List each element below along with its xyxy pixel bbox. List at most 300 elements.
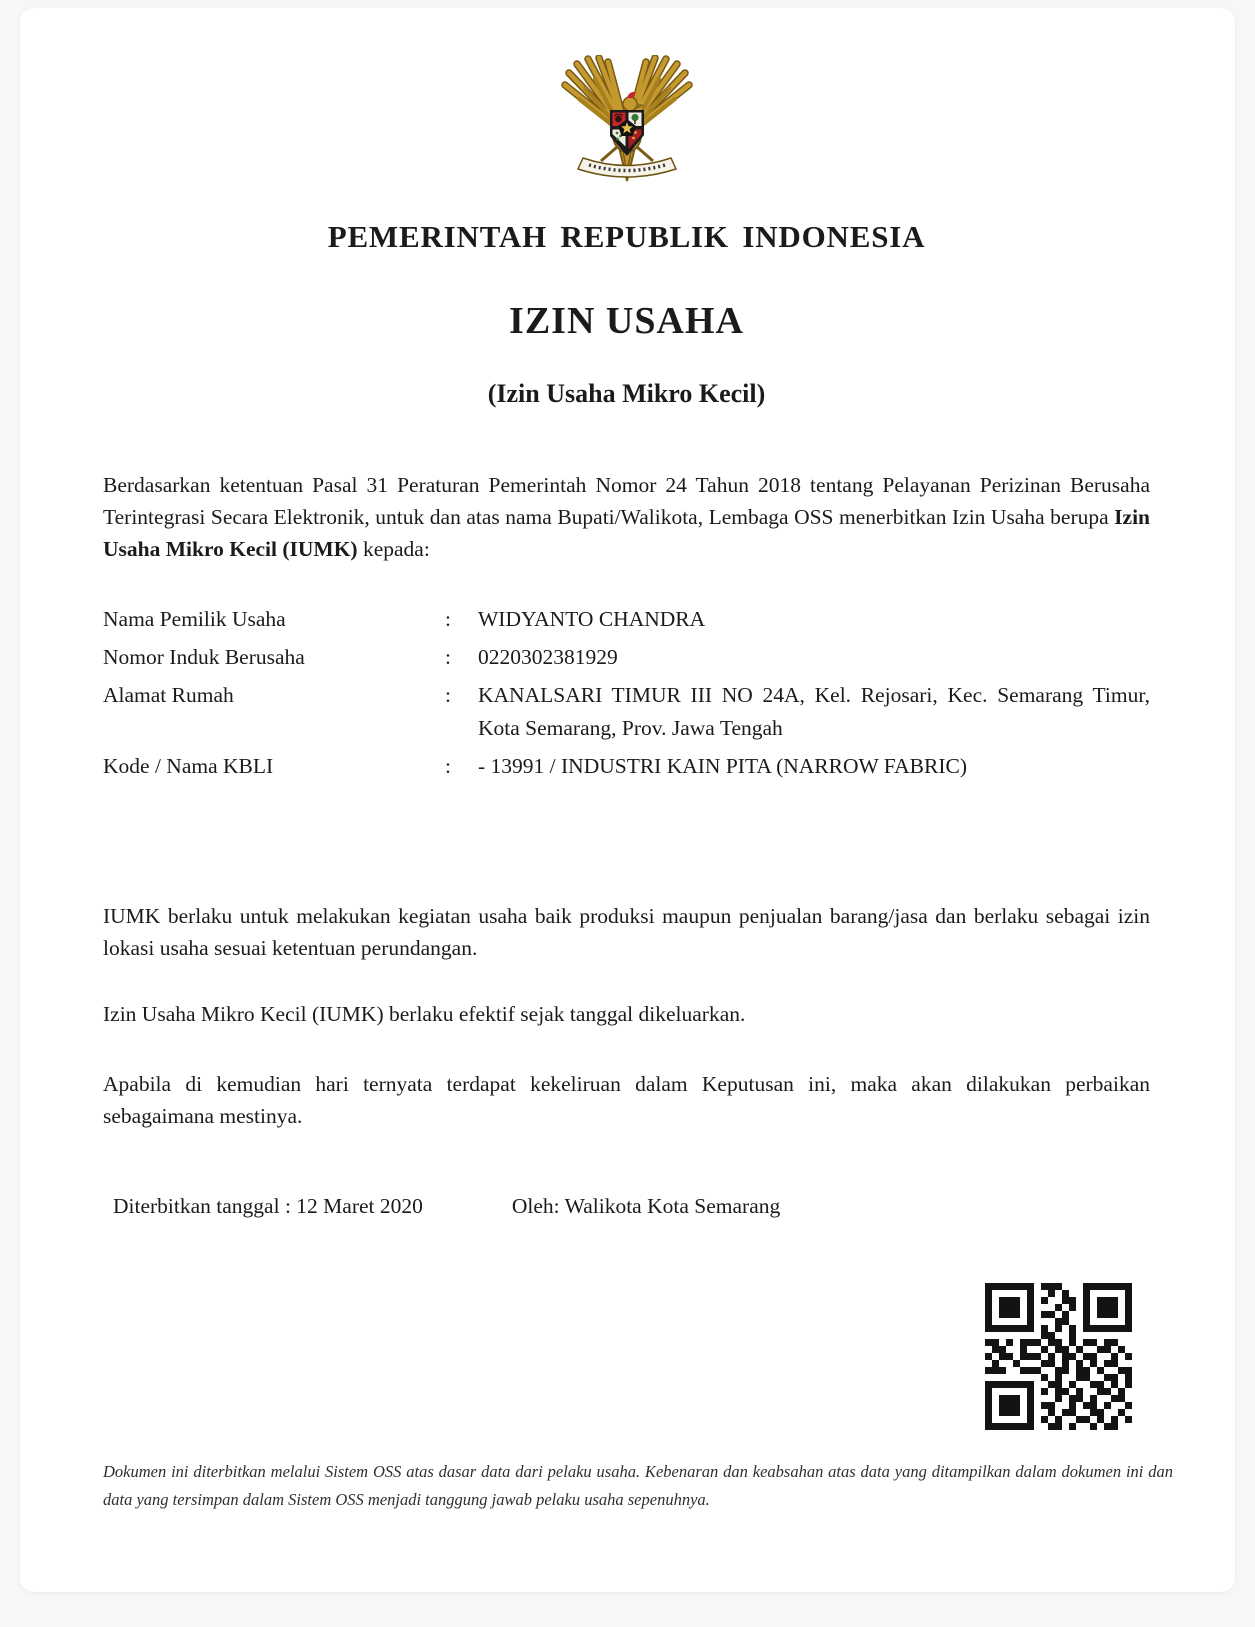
qr-module [1041, 1423, 1048, 1430]
qr-module [1055, 1388, 1062, 1395]
qr-module [992, 1290, 999, 1297]
qr-code [985, 1283, 1132, 1430]
qr-module [1090, 1388, 1097, 1395]
qr-module [1076, 1381, 1083, 1388]
qr-module [1027, 1318, 1034, 1325]
qr-module [1083, 1388, 1090, 1395]
qr-module [1097, 1395, 1104, 1402]
qr-module [1041, 1388, 1048, 1395]
qr-module [1013, 1402, 1020, 1409]
qr-module [1125, 1304, 1132, 1311]
qr-module [1034, 1395, 1041, 1402]
qr-module [1006, 1367, 1013, 1374]
qr-module [1118, 1339, 1125, 1346]
qr-module [985, 1325, 992, 1332]
qr-module [1020, 1374, 1027, 1381]
qr-module [1041, 1374, 1048, 1381]
qr-module [1069, 1318, 1076, 1325]
qr-module [1069, 1409, 1076, 1416]
qr-module [1069, 1374, 1076, 1381]
qr-module [1076, 1367, 1083, 1374]
qr-module [985, 1311, 992, 1318]
qr-module [999, 1283, 1006, 1290]
qr-module [999, 1360, 1006, 1367]
qr-module [1027, 1367, 1034, 1374]
qr-module [1006, 1395, 1013, 1402]
qr-module [992, 1297, 999, 1304]
qr-module [1076, 1353, 1083, 1360]
field-label: Kode / Nama KBLI [103, 754, 274, 778]
qr-module [1020, 1339, 1027, 1346]
qr-module [1118, 1297, 1125, 1304]
qr-module [1111, 1360, 1118, 1367]
qr-module [985, 1297, 992, 1304]
qr-module [1048, 1311, 1055, 1318]
qr-module [1006, 1374, 1013, 1381]
qr-module [985, 1381, 992, 1388]
qr-module [985, 1339, 992, 1346]
qr-module [1097, 1381, 1104, 1388]
field-value: KANALSARI TIMUR III NO 24A, Kel. Rejosari, Kec. Semarang Timur, Kota Semarang, Prov. Jawa Tengah [478, 683, 1150, 740]
qr-module [1048, 1409, 1055, 1416]
qr-module [1062, 1346, 1069, 1353]
qr-module [1097, 1346, 1104, 1353]
qr-module [1048, 1402, 1055, 1409]
qr-module [1034, 1374, 1041, 1381]
qr-module [1083, 1402, 1090, 1409]
qr-module [1118, 1290, 1125, 1297]
qr-module [1083, 1346, 1090, 1353]
qr-module [1020, 1318, 1027, 1325]
qr-module [1104, 1374, 1111, 1381]
qr-module [1055, 1311, 1062, 1318]
qr-module [985, 1353, 992, 1360]
qr-module [1111, 1409, 1118, 1416]
qr-module [1013, 1318, 1020, 1325]
qr-module [1090, 1290, 1097, 1297]
qr-module [1020, 1416, 1027, 1423]
qr-module [1062, 1283, 1069, 1290]
qr-module [1062, 1304, 1069, 1311]
qr-module [1104, 1395, 1111, 1402]
qr-module [1111, 1423, 1118, 1430]
qr-module [1027, 1395, 1034, 1402]
qr-module [1013, 1290, 1020, 1297]
qr-module [1111, 1388, 1118, 1395]
qr-module [1076, 1283, 1083, 1290]
qr-module [1111, 1283, 1118, 1290]
qr-module [1062, 1381, 1069, 1388]
qr-module [1097, 1374, 1104, 1381]
qr-module [1027, 1409, 1034, 1416]
qr-module [1055, 1381, 1062, 1388]
qr-module [1097, 1311, 1104, 1318]
qr-module [1062, 1409, 1069, 1416]
qr-module [1111, 1332, 1118, 1339]
qr-module [1062, 1332, 1069, 1339]
qr-module [1013, 1416, 1020, 1423]
qr-module [1034, 1318, 1041, 1325]
qr-module [1006, 1297, 1013, 1304]
qr-module [1069, 1290, 1076, 1297]
qr-module [1069, 1283, 1076, 1290]
issued-date-text: Diterbitkan tanggal : 12 Maret 2020 [113, 1194, 423, 1218]
qr-module [1062, 1416, 1069, 1423]
qr-module [1020, 1325, 1027, 1332]
qr-module [1041, 1381, 1048, 1388]
qr-module [1034, 1416, 1041, 1423]
qr-module [1062, 1311, 1069, 1318]
qr-module [1083, 1374, 1090, 1381]
qr-module [1055, 1353, 1062, 1360]
qr-module [999, 1332, 1006, 1339]
document-subtitle: (Izin Usaha Mikro Kecil) [487, 379, 766, 408]
qr-module [1027, 1325, 1034, 1332]
qr-module [1041, 1332, 1048, 1339]
qr-module [1034, 1325, 1041, 1332]
qr-module [1027, 1360, 1034, 1367]
qr-module [1076, 1346, 1083, 1353]
qr-module [1111, 1318, 1118, 1325]
field-separator: : [445, 645, 451, 669]
qr-module [1125, 1416, 1132, 1423]
qr-module [1041, 1409, 1048, 1416]
qr-module [1069, 1367, 1076, 1374]
qr-module [1090, 1311, 1097, 1318]
qr-module [1048, 1374, 1055, 1381]
effective-paragraph: Izin Usaha Mikro Kecil (IUMK) berlaku efektif sejak tanggal dikeluarkan. [103, 1002, 746, 1026]
qr-module [1006, 1388, 1013, 1395]
qr-module [1083, 1318, 1090, 1325]
qr-module [1027, 1416, 1034, 1423]
qr-module [1097, 1409, 1104, 1416]
garuda-pancasila-emblem [557, 55, 697, 195]
qr-module [1104, 1325, 1111, 1332]
qr-module [1027, 1374, 1034, 1381]
qr-module [1013, 1353, 1020, 1360]
field-row-nib [103, 641, 1150, 679]
qr-module [1118, 1402, 1125, 1409]
qr-module [1006, 1325, 1013, 1332]
qr-module [1125, 1395, 1132, 1402]
qr-module [1048, 1388, 1055, 1395]
qr-module [1048, 1416, 1055, 1423]
qr-module [1034, 1381, 1041, 1388]
qr-module [1048, 1346, 1055, 1353]
qr-module [1013, 1325, 1020, 1332]
qr-module [1013, 1332, 1020, 1339]
qr-module [1097, 1423, 1104, 1430]
qr-module [1069, 1304, 1076, 1311]
issuance-line [103, 1194, 1150, 1219]
qr-module [1118, 1374, 1125, 1381]
qr-module [1020, 1346, 1027, 1353]
qr-module [1076, 1409, 1083, 1416]
qr-module [1027, 1346, 1034, 1353]
qr-module [1062, 1297, 1069, 1304]
qr-module [999, 1290, 1006, 1297]
issuer-text: Oleh: Walikota Kota Semarang [511, 1194, 781, 1218]
qr-module [999, 1416, 1006, 1423]
qr-module [1111, 1416, 1118, 1423]
field-separator: : [445, 754, 451, 778]
qr-module [1020, 1388, 1027, 1395]
qr-module [1006, 1311, 1013, 1318]
qr-module [1013, 1311, 1020, 1318]
qr-module [1020, 1367, 1027, 1374]
qr-module [1027, 1402, 1034, 1409]
qr-module [1118, 1353, 1125, 1360]
qr-module [1090, 1360, 1097, 1367]
qr-module [1041, 1416, 1048, 1423]
qr-module [1069, 1423, 1076, 1430]
qr-module [1111, 1325, 1118, 1332]
qr-module [1027, 1297, 1034, 1304]
qr-module [1055, 1367, 1062, 1374]
field-separator: : [445, 683, 451, 707]
qr-module [1013, 1374, 1020, 1381]
qr-module [1125, 1318, 1132, 1325]
qr-module [1006, 1416, 1013, 1423]
qr-module [1104, 1318, 1111, 1325]
qr-module [1118, 1311, 1125, 1318]
qr-module [1069, 1402, 1076, 1409]
qr-module [1034, 1339, 1041, 1346]
qr-module [1034, 1304, 1041, 1311]
qr-module [1020, 1290, 1027, 1297]
qr-module [1055, 1339, 1062, 1346]
field-label: Nama Pemilik Usaha [103, 607, 286, 631]
qr-module [1111, 1297, 1118, 1304]
qr-module [1006, 1283, 1013, 1290]
qr-module [985, 1423, 992, 1430]
qr-module [1090, 1395, 1097, 1402]
qr-module [1104, 1360, 1111, 1367]
qr-module [1027, 1381, 1034, 1388]
qr-module [1013, 1283, 1020, 1290]
qr-module [999, 1353, 1006, 1360]
qr-module [1104, 1416, 1111, 1423]
qr-module [1069, 1325, 1076, 1332]
qr-module [1055, 1290, 1062, 1297]
validity-paragraph: IUMK berlaku untuk melakukan kegiatan usaha baik produksi maupun penjualan barang/jasa dan berlaku sebagai izin lokasi usaha sesuai ketentuan perundangan. [103, 904, 1150, 960]
qr-module [1076, 1402, 1083, 1409]
qr-module [992, 1402, 999, 1409]
qr-module [1104, 1409, 1111, 1416]
qr-module [1104, 1353, 1111, 1360]
qr-module [999, 1423, 1006, 1430]
qr-module [1083, 1297, 1090, 1304]
qr-module [1104, 1423, 1111, 1430]
qr-module [1055, 1283, 1062, 1290]
qr-module [992, 1395, 999, 1402]
qr-module [1048, 1297, 1055, 1304]
qr-module [1006, 1423, 1013, 1430]
qr-module [992, 1325, 999, 1332]
qr-module [1083, 1409, 1090, 1416]
qr-module [1097, 1360, 1104, 1367]
footer-disclaimer: Dokumen ini diterbitkan melalui Sistem OSS atas dasar data dari pelaku usaha. Kebenaran dan keabsahan atas data yang ditampilkan dalam dokumen ini dan data yang tersimpan dalam Sistem OSS menjadi tanggung jawab pelaku usaha sepenuhnya. [103, 1462, 1173, 1509]
qr-module [1076, 1360, 1083, 1367]
qr-module [1083, 1360, 1090, 1367]
qr-module [992, 1360, 999, 1367]
qr-module [1083, 1283, 1090, 1290]
qr-module [1111, 1402, 1118, 1409]
qr-module [992, 1339, 999, 1346]
document-title: IZIN USAHA [509, 300, 744, 342]
qr-module [1048, 1381, 1055, 1388]
qr-module [1013, 1381, 1020, 1388]
qr-module [1034, 1360, 1041, 1367]
qr-module [1076, 1423, 1083, 1430]
qr-module [1055, 1332, 1062, 1339]
intro-text-after: kepada: [357, 537, 430, 561]
field-label: Nomor Induk Berusaha [103, 645, 305, 669]
qr-module [1048, 1332, 1055, 1339]
qr-module [1027, 1339, 1034, 1346]
qr-module [1020, 1381, 1027, 1388]
qr-module [1097, 1388, 1104, 1395]
qr-module [1118, 1367, 1125, 1374]
qr-module [1104, 1339, 1111, 1346]
qr-module [1069, 1297, 1076, 1304]
qr-module [1069, 1353, 1076, 1360]
qr-module [1118, 1388, 1125, 1395]
qr-module [999, 1318, 1006, 1325]
intro-paragraph [103, 469, 1150, 565]
qr-module [1090, 1304, 1097, 1311]
qr-module [1013, 1395, 1020, 1402]
qr-module [1041, 1297, 1048, 1304]
garuda-emblem-graphic [557, 55, 697, 195]
qr-module [999, 1374, 1006, 1381]
qr-module [992, 1416, 999, 1423]
qr-module [1125, 1290, 1132, 1297]
qr-module [1125, 1374, 1132, 1381]
qr-module [1090, 1325, 1097, 1332]
qr-module [1083, 1325, 1090, 1332]
qr-module [1006, 1353, 1013, 1360]
qr-module [1041, 1318, 1048, 1325]
qr-module [1055, 1402, 1062, 1409]
qr-module [1013, 1388, 1020, 1395]
qr-module [1118, 1360, 1125, 1367]
qr-module [992, 1318, 999, 1325]
qr-module [1083, 1339, 1090, 1346]
qr-module [1069, 1332, 1076, 1339]
field-label: Alamat Rumah [103, 683, 234, 707]
qr-module [1097, 1353, 1104, 1360]
qr-module [1034, 1283, 1041, 1290]
qr-module [992, 1423, 999, 1430]
qr-module [1062, 1325, 1069, 1332]
qr-module [999, 1409, 1006, 1416]
qr-module [1076, 1318, 1083, 1325]
qr-module [1069, 1360, 1076, 1367]
qr-module [1041, 1290, 1048, 1297]
qr-module [1069, 1395, 1076, 1402]
qr-module [985, 1360, 992, 1367]
qr-module [1104, 1402, 1111, 1409]
qr-module [1006, 1402, 1013, 1409]
qr-module [1055, 1318, 1062, 1325]
qr-module [1041, 1402, 1048, 1409]
qr-module [1097, 1297, 1104, 1304]
qr-module [1055, 1423, 1062, 1430]
qr-module [1090, 1416, 1097, 1423]
qr-module [1090, 1332, 1097, 1339]
qr-module [1090, 1346, 1097, 1353]
qr-module [1048, 1339, 1055, 1346]
qr-module [992, 1353, 999, 1360]
qr-module [1020, 1360, 1027, 1367]
qr-module [1055, 1416, 1062, 1423]
qr-module [1111, 1304, 1118, 1311]
qr-module [1090, 1374, 1097, 1381]
qr-module [1083, 1290, 1090, 1297]
qr-module [1125, 1360, 1132, 1367]
field-value: WIDYANTO CHANDRA [478, 607, 706, 631]
qr-module [1076, 1416, 1083, 1423]
qr-module [1125, 1353, 1132, 1360]
qr-module [1125, 1297, 1132, 1304]
qr-module [1118, 1346, 1125, 1353]
qr-module [1034, 1353, 1041, 1360]
field-row-nama-pemilik [103, 603, 1150, 641]
qr-module [1062, 1290, 1069, 1297]
qr-module [1006, 1360, 1013, 1367]
qr-module [1104, 1304, 1111, 1311]
qr-module [1111, 1367, 1118, 1374]
qr-module [1027, 1353, 1034, 1360]
qr-module [1069, 1339, 1076, 1346]
government-title: PEMERINTAH REPUBLIK INDONESIA [327, 219, 926, 254]
qr-module [1041, 1353, 1048, 1360]
qr-module [985, 1402, 992, 1409]
qr-module [1125, 1346, 1132, 1353]
qr-module [1041, 1304, 1048, 1311]
qr-module [1062, 1339, 1069, 1346]
qr-module [985, 1367, 992, 1374]
qr-module [1118, 1416, 1125, 1423]
qr-module [1020, 1332, 1027, 1339]
qr-module [999, 1346, 1006, 1353]
qr-module [1013, 1304, 1020, 1311]
qr-module [1048, 1304, 1055, 1311]
qr-module [1041, 1346, 1048, 1353]
qr-module [1097, 1290, 1104, 1297]
qr-module [1090, 1297, 1097, 1304]
field-row-kbli [103, 750, 1150, 788]
qr-module [1069, 1346, 1076, 1353]
qr-module [1062, 1360, 1069, 1367]
qr-module [992, 1388, 999, 1395]
qr-module [1069, 1381, 1076, 1388]
qr-module [1083, 1423, 1090, 1430]
qr-module [1034, 1290, 1041, 1297]
qr-module [1097, 1416, 1104, 1423]
qr-module [1104, 1311, 1111, 1318]
qr-module [1013, 1367, 1020, 1374]
qr-module [1027, 1311, 1034, 1318]
qr-module [1076, 1297, 1083, 1304]
qr-module [1125, 1325, 1132, 1332]
qr-module [1034, 1332, 1041, 1339]
qr-module [1020, 1297, 1027, 1304]
qr-module [1090, 1318, 1097, 1325]
qr-module [1034, 1367, 1041, 1374]
qr-module [1083, 1416, 1090, 1423]
